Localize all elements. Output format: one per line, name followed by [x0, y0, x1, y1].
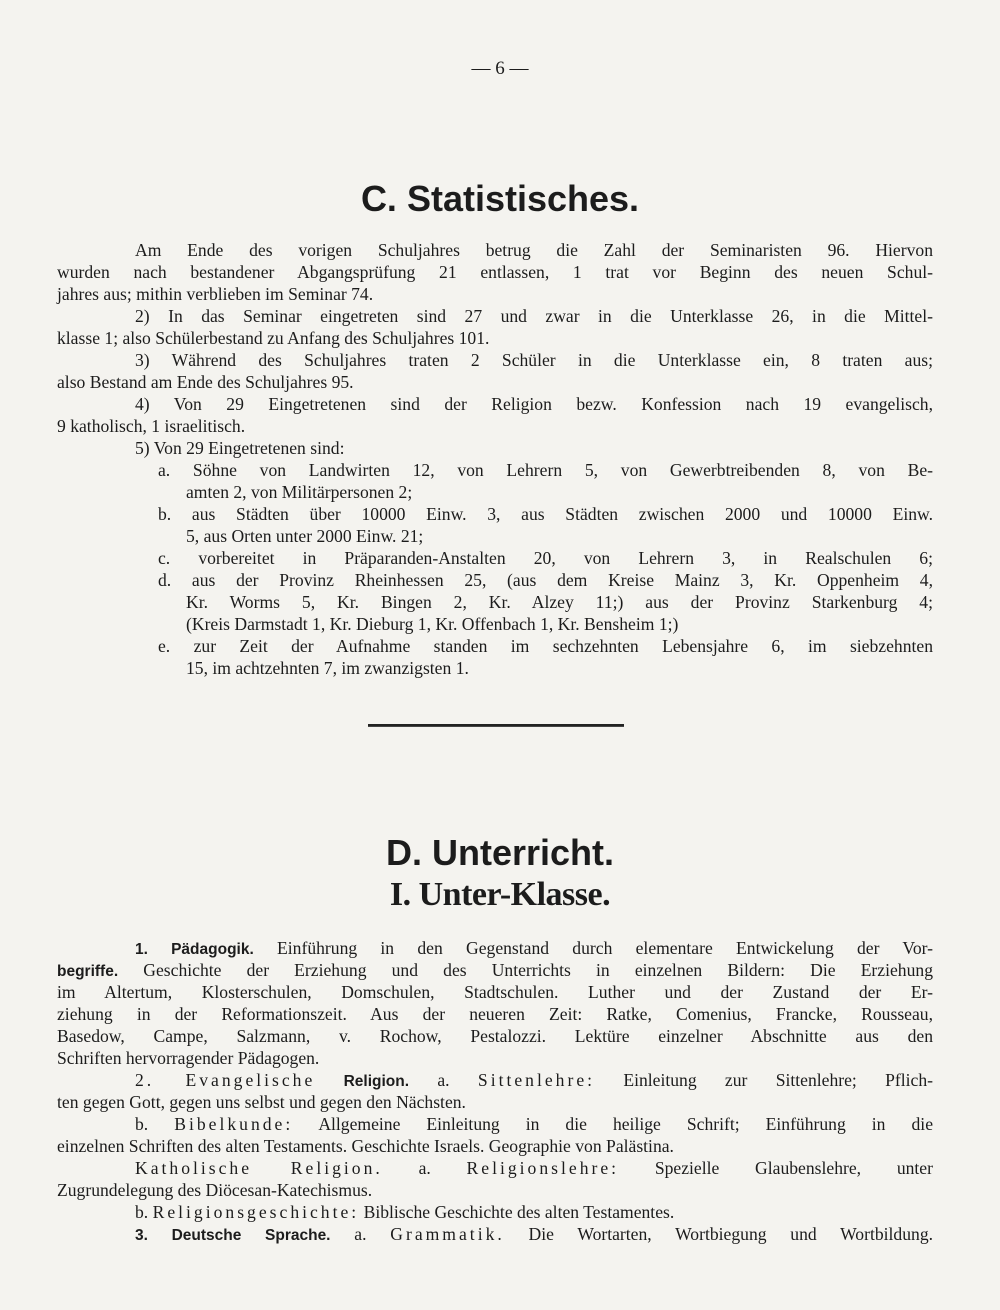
- text-line: 2) In das Seminar eingetreten sind 27 und zwar in die Unterklasse 26, in die Mittel-: [135, 306, 933, 326]
- religionslehre-label: Religionslehre:: [466, 1158, 620, 1178]
- text-line: b. aus Städten über 10000 Einw. 3, aus Städten zwischen 2000 und 10000 Einw.: [158, 504, 933, 524]
- text-line: ten gegen Gott, gegen uns selbst und gegen den Nächsten.: [57, 1092, 466, 1112]
- text-line: Schriften hervorragender Pädagogen.: [57, 1048, 320, 1068]
- page-number: — 6 —: [471, 58, 529, 79]
- religion-b: b.: [135, 1114, 149, 1134]
- paedagogik-line: [57, 960, 933, 982]
- katholisch-label: Katholische Religion.: [135, 1158, 383, 1178]
- text-line: Am Ende des vorigen Schuljahres betrug die Zahl der Seminaristen 96. Hiervon: [135, 240, 933, 260]
- katholisch-text: Biblische Geschichte des alten Testamentes.: [363, 1202, 675, 1222]
- text-line: d. aus der Provinz Rheinhessen 25, (aus dem Kreise Mainz 3, Kr. Oppenheim 4,: [158, 570, 933, 590]
- text-line: im Altertum, Klosterschulen, Domschulen, Stadtschulen. Luther und der Zustand der Er-: [57, 982, 933, 1002]
- text-line: e. zur Zeit der Aufnahme standen im sechzehnten Lebensjahre 6, im siebzehnten: [158, 636, 933, 656]
- paedagogik-text: Einführung in den Gegenstand durch elementare Entwickelung der Vor-: [277, 938, 933, 958]
- religion-text: Allgemeine Einleitung in die heilige Schrift; Einführung in die: [318, 1114, 933, 1134]
- section-d-title: D. Unterricht.: [385, 832, 615, 873]
- katholisch-b: b.: [135, 1202, 149, 1222]
- section-c-title: C. Statistisches.: [360, 178, 640, 219]
- text-line: (Kreis Darmstadt 1, Kr. Dieburg 1, Kr. Offenbach 1, Kr. Bensheim 1;): [186, 614, 679, 634]
- deutsche-sprache-label: 3. Deutsche Sprache.: [135, 1227, 331, 1244]
- text-line: c. vorbereitet in Präparanden-Anstalten 20, von Lehrern 3, in Realschulen 6;: [158, 548, 933, 568]
- text-line: 5, aus Orten unter 2000 Einw. 21;: [186, 526, 424, 546]
- sittenlehre-label: Sittenlehre:: [477, 1070, 596, 1090]
- text-line: 4) Von 29 Eingetretenen sind der Religion bezw. Konfession nach 19 evangelisch,: [135, 394, 933, 414]
- paedagogik-label-cont: begriffe.: [57, 963, 119, 980]
- paedagogik-label: 1. Pädagogik.: [135, 941, 254, 958]
- text-line: Basedow, Campe, Salzmann, v. Rochow, Pestalozzi. Lektüre einzelner Abschnitte aus den: [57, 1026, 933, 1046]
- grammatik-label: Grammatik.: [390, 1224, 505, 1244]
- bibelkunde-label: Bibelkunde:: [174, 1114, 294, 1134]
- katholisch-a: a.: [418, 1158, 431, 1178]
- text-line: amten 2, von Militärpersonen 2;: [186, 482, 413, 502]
- religion-a: a.: [437, 1070, 450, 1090]
- katholisch-text: Spezielle Glaubenslehre, unter: [654, 1158, 933, 1178]
- text-line: einzelnen Schriften des alten Testaments. Geschichte Israels. Geographie von Palästina.: [57, 1136, 674, 1156]
- katholisch-line: [135, 1202, 933, 1223]
- religionsgeschichte-label: Religionsgeschichte:: [152, 1202, 360, 1222]
- text-line: 15, im achtzehnten 7, im zwanzigsten 1.: [186, 658, 469, 678]
- religion-label: Religion.: [343, 1073, 410, 1090]
- religion-line: [135, 1114, 933, 1135]
- section-divider: [368, 724, 624, 727]
- katholisch-line: [135, 1158, 933, 1179]
- deutsche-sprache-line: [135, 1224, 933, 1246]
- text-line: 9 katholisch, 1 israelitisch.: [57, 416, 246, 436]
- deutsche-sprache-text: Die Wortarten, Wortbiegung und Wortbildung.: [528, 1224, 934, 1244]
- text-line: Kr. Worms 5, Kr. Bingen 2, Kr. Alzey 11;) aus der Provinz Starkenburg 4;: [186, 592, 933, 612]
- text-line: Zugrundelegung des Diöcesan-Katechismus.: [57, 1180, 373, 1200]
- text-line: wurden nach bestandener Abgangsprüfung 21 entlassen, 1 trat vor Beginn des neuen Schul-: [57, 262, 933, 282]
- deutsche-sprache-a: a.: [354, 1224, 367, 1244]
- religion-text: Einleitung zur Sittenlehre; Pflich-: [623, 1070, 933, 1090]
- text-line: ziehung in der Reformationszeit. Aus der neueren Zeit: Ratke, Comenius, Francke, Rousseau,: [57, 1004, 933, 1024]
- text-line: 3) Während des Schuljahres traten 2 Schüler in die Unterklasse ein, 8 traten aus;: [135, 350, 933, 370]
- paedagogik-text: Geschichte der Erziehung und des Unterrichts in einzelnen Bildern: Die Erziehung: [143, 960, 933, 980]
- text-line: 5) Von 29 Eingetretenen sind:: [135, 438, 345, 458]
- text-line: also Bestand am Ende des Schuljahres 95.: [57, 372, 354, 392]
- text-line: jahres aus; mithin verblieben im Seminar 74.: [57, 284, 374, 304]
- section-d-subtitle: I. Unter-Klasse.: [389, 876, 611, 913]
- religion-prefix: 2. Evangelische: [135, 1070, 316, 1090]
- text-line: klasse 1; also Schülerbestand zu Anfang des Schuljahres 101.: [57, 328, 490, 348]
- paedagogik-line: [135, 938, 933, 960]
- religion-line: [135, 1070, 933, 1092]
- text-line: a. Söhne von Landwirten 12, von Lehrern 5, von Gewerbtreibenden 8, von Be-: [158, 460, 933, 480]
